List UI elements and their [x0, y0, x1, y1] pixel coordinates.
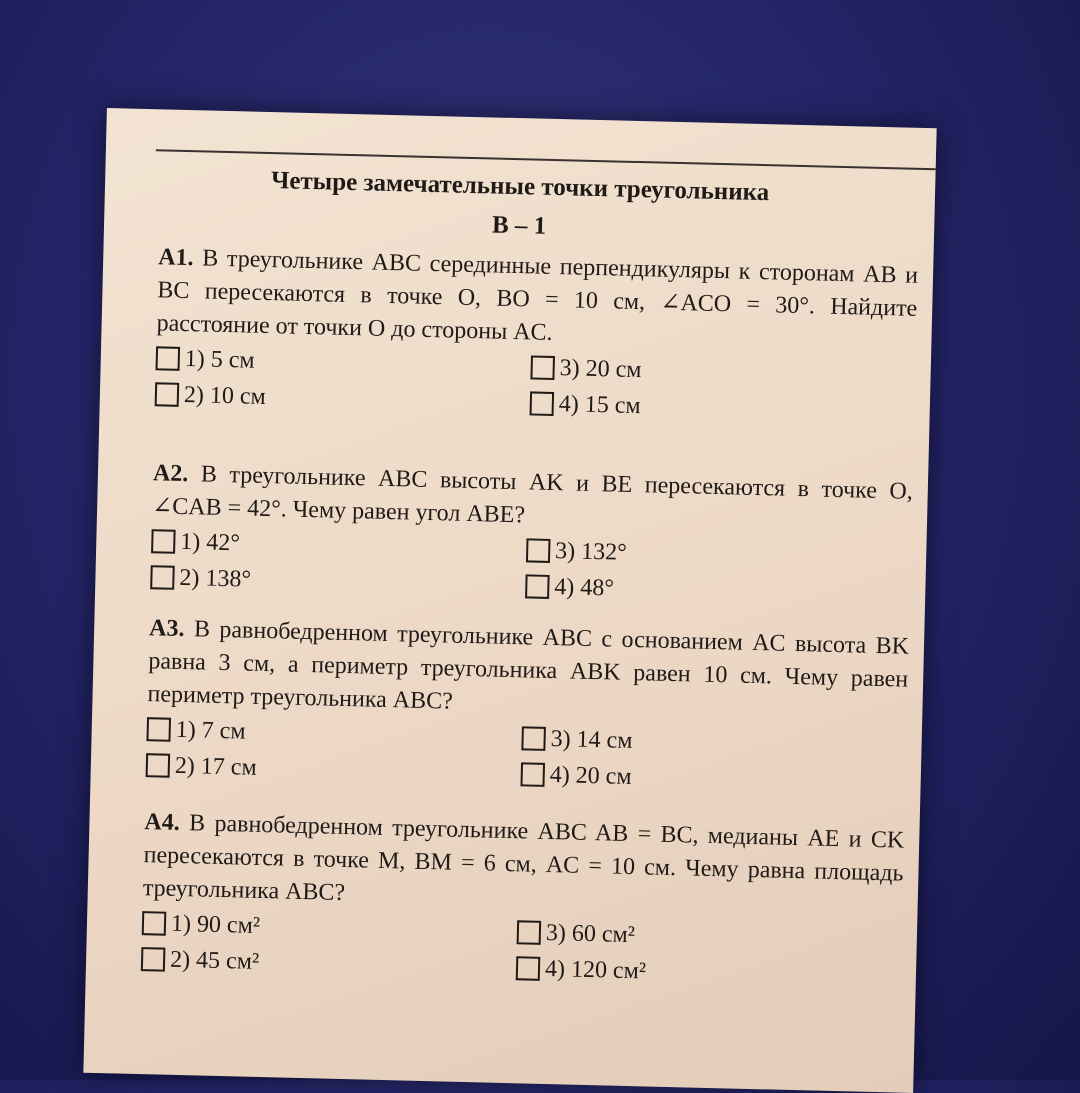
answer-option[interactable]	[530, 351, 911, 392]
checkbox[interactable]	[530, 355, 555, 380]
answer-option[interactable]	[155, 342, 531, 383]
option-label: 2) 138°	[179, 564, 252, 593]
checkbox[interactable]	[151, 529, 176, 554]
checkbox[interactable]	[150, 565, 175, 590]
problem-text: В равнобедренном треугольнике ABC AB = BC, медианы AE и CK пересекаются в точке M, BM = 6 см, AC = 10 см. Чему равна площадь треугольника ABC?	[142, 810, 905, 907]
option-label: 3) 14 см	[550, 725, 633, 754]
problem-text: В равнобедренном треугольнике ABC с основанием AC высота BK равна 3 см, а периметр треугольника ABK равен 10 см. Чему равен периметр треугольника ABC?	[147, 616, 910, 715]
problem-text: В треугольнике ABC серединные перпендикуляры к сторонам AB и BC пересекаются в точке O, BO = 10 см, ∠ACO = 30°. Найдите расстояние от точки O до стороны AC.	[156, 245, 919, 346]
checkbox[interactable]	[520, 762, 545, 787]
answer-option[interactable]	[525, 570, 906, 611]
answer-option[interactable]	[142, 907, 518, 948]
checkbox[interactable]	[521, 726, 546, 751]
answer-option[interactable]	[155, 378, 531, 419]
option-label: 4) 120 см²	[544, 955, 647, 984]
checkbox[interactable]	[530, 391, 555, 416]
option-label: 4) 20 см	[549, 761, 632, 790]
checkbox[interactable]	[156, 346, 181, 371]
answer-option[interactable]	[521, 722, 902, 763]
answer-option[interactable]	[145, 749, 521, 790]
checkbox[interactable]	[142, 911, 167, 936]
problem-a3	[145, 612, 909, 800]
problem-label: А3.	[148, 615, 185, 643]
answer-option[interactable]	[516, 952, 897, 993]
answer-option[interactable]	[526, 534, 907, 575]
answer-option[interactable]	[529, 387, 910, 428]
problem-text: В треугольнике ABC высоты AK и BE пересекаются в точке O, ∠CAB = 42°. Чему равен угол ABE?	[151, 461, 914, 529]
worksheet-card	[83, 108, 936, 1093]
checkbox[interactable]	[141, 947, 166, 972]
option-label: 2) 45 см²	[169, 946, 260, 975]
problem-label: А2.	[152, 460, 189, 488]
option-label: 3) 20 см	[559, 354, 642, 383]
option-label: 3) 132°	[554, 537, 628, 566]
option-label: 1) 90 см²	[170, 910, 261, 939]
problem-a2	[150, 457, 913, 612]
checkbox[interactable]	[517, 920, 542, 945]
answer-option[interactable]	[146, 713, 522, 754]
checkbox[interactable]	[146, 717, 171, 742]
checkbox[interactable]	[525, 574, 550, 599]
checkbox[interactable]	[516, 956, 541, 981]
answer-option[interactable]	[141, 943, 517, 984]
problem-a1	[155, 241, 919, 429]
option-label: 2) 10 см	[183, 381, 267, 410]
option-label: 2) 17 см	[174, 752, 258, 781]
option-label: 3) 60 см²	[545, 919, 636, 948]
option-label: 1) 5 см	[184, 345, 255, 374]
option-label: 4) 48°	[554, 573, 615, 602]
answer-option[interactable]	[520, 758, 901, 799]
answer-option[interactable]	[151, 525, 527, 566]
answer-option[interactable]	[150, 561, 526, 602]
checkbox[interactable]	[155, 382, 180, 407]
checkbox[interactable]	[146, 753, 171, 778]
problem-label: А1.	[157, 244, 194, 272]
checkbox[interactable]	[526, 538, 551, 563]
problem-a4	[141, 806, 905, 994]
answer-option[interactable]	[517, 916, 898, 957]
option-label: 4) 15 см	[558, 390, 641, 419]
option-label: 1) 42°	[180, 528, 241, 556]
problem-label: А4.	[144, 809, 181, 836]
page-title: Четыре замечательные точки треугольника	[270, 167, 770, 207]
variant-label: В – 1	[491, 211, 547, 240]
option-label: 1) 7 см	[175, 716, 246, 745]
